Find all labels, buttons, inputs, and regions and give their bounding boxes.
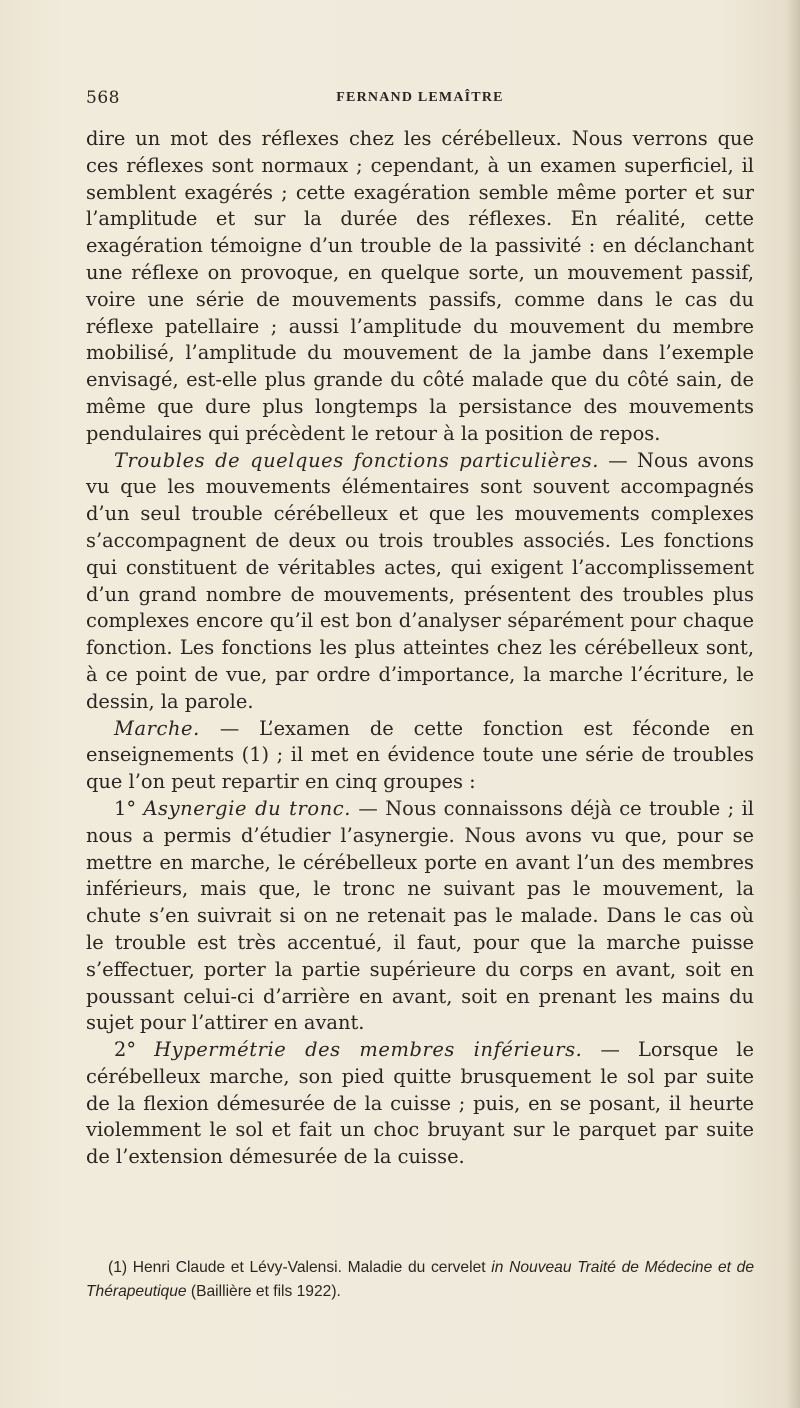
paragraph-asynergie (86, 796, 754, 1037)
paragraph-text: dire un mot des réflexes chez les cérébelleux. Nous verrons que ces réflexes sont normaux ; cependant, à un examen superficiel, il semblent exagérés ; cette exagération semble même porter et sur l’amplitude et sur la durée des réflexes. En réalité, cette exagération témoigne d’un trouble de la passivité : en déclanchant une réflexe on provoque, en quelque sorte, un mouvement passif, voire une série de mouvements passifs, comme dans le cas du réflexe patellaire ; aussi l’amplitude du mouvement du membre mobilisé, l’amplitude du mouvement de la jambe dans l’exemple envisagé, est-elle plus grande du côté malade que du côté sain, de même que dure plus longtemps la persistance des mouvements pendulaires qui précèdent le retour à la position de repos. (86, 127, 754, 445)
footnote-authors: Henri Claude et Lévy-Valensi. Maladie du cervelet (132, 1259, 492, 1276)
section-heading: Marche. (114, 716, 200, 740)
paragraph-troubles-fonctions (86, 448, 754, 716)
body-text (86, 126, 754, 1171)
paragraph-marche (86, 716, 754, 796)
page-number: 568 (86, 88, 120, 108)
footnote-marker: (1) (108, 1259, 133, 1276)
section-heading: Hypermétrie des membres inférieurs. (154, 1038, 583, 1062)
paragraph-text: — L’examen de cette fonction est féconde en enseignements (1) ; il met en évidence toute une série de troubles que l’on peut repartir en cinq groupes : (86, 716, 754, 794)
paragraph-text: — Lorsque le cérébelleux marche, son pied quitte brusquement le sol par suite de la flexion démesurée de la cuisse ; puis, en se posant, il heurte violemment le sol et fait un choc bruyant sur le parquet par suite de l’extension démesurée de la cuisse. (86, 1038, 754, 1169)
running-title: FERNAND LEMAÎTRE (336, 90, 504, 105)
paragraph-text: — Nous connaissons déjà ce trouble ; il nous a permis d’étudier l’asynergie. Nous avons vu que, pour se mettre en marche, le cérébelleux porte en avant l’un des membres inférieurs, mais que, le tronc ne suivant pas le mouvement, la chute s’en suivrait si on ne retenait pas le malade. Dans le cas où le trouble est très accentué, il faut, pour que la marche puisse s’effectuer, porter la partie supérieure du corps en avant, soit en poussant celui-ci d’arrière en avant, soit en prenant les mains du sujet pour l’attirer en avant. (86, 796, 754, 1035)
footnote-publisher: (Baillière et fils 1922). (186, 1283, 341, 1300)
footnote-source: in Nouveau Traité de Médecine et de Thérapeutique (86, 1259, 754, 1300)
footnote (86, 1256, 754, 1304)
page-edge-shadow (786, 0, 800, 1408)
paragraph-reflexes (86, 126, 754, 448)
paragraph-hypermetrie (86, 1037, 754, 1171)
paragraph-text: — Nous avons vu que les mouvements élémentaires sont souvent accompagnés d’un seul trouble cérébelleux et que les mouvements complexes s’accompagnent de deux ou trois troubles associés. Les fonctions qui constituent de véritables actes, qui exigent l’accomplissement d’un grand nombre de mouvements, présentent des troubles plus complexes encore qu’il est bon d’analyser séparément pour chaque fonction. Les fonctions les plus atteintes chez les cérébelleux sont, à ce point de vue, par ordre d’importance, la marche l’écriture, le dessin, la parole. (86, 448, 755, 713)
page-header (86, 88, 754, 114)
list-number: 1° (114, 796, 144, 820)
list-number: 2° (114, 1038, 155, 1062)
section-heading: Troubles de quelques fonctions particulières. (114, 448, 600, 472)
section-heading: Asynergie du tronc. (143, 796, 352, 820)
